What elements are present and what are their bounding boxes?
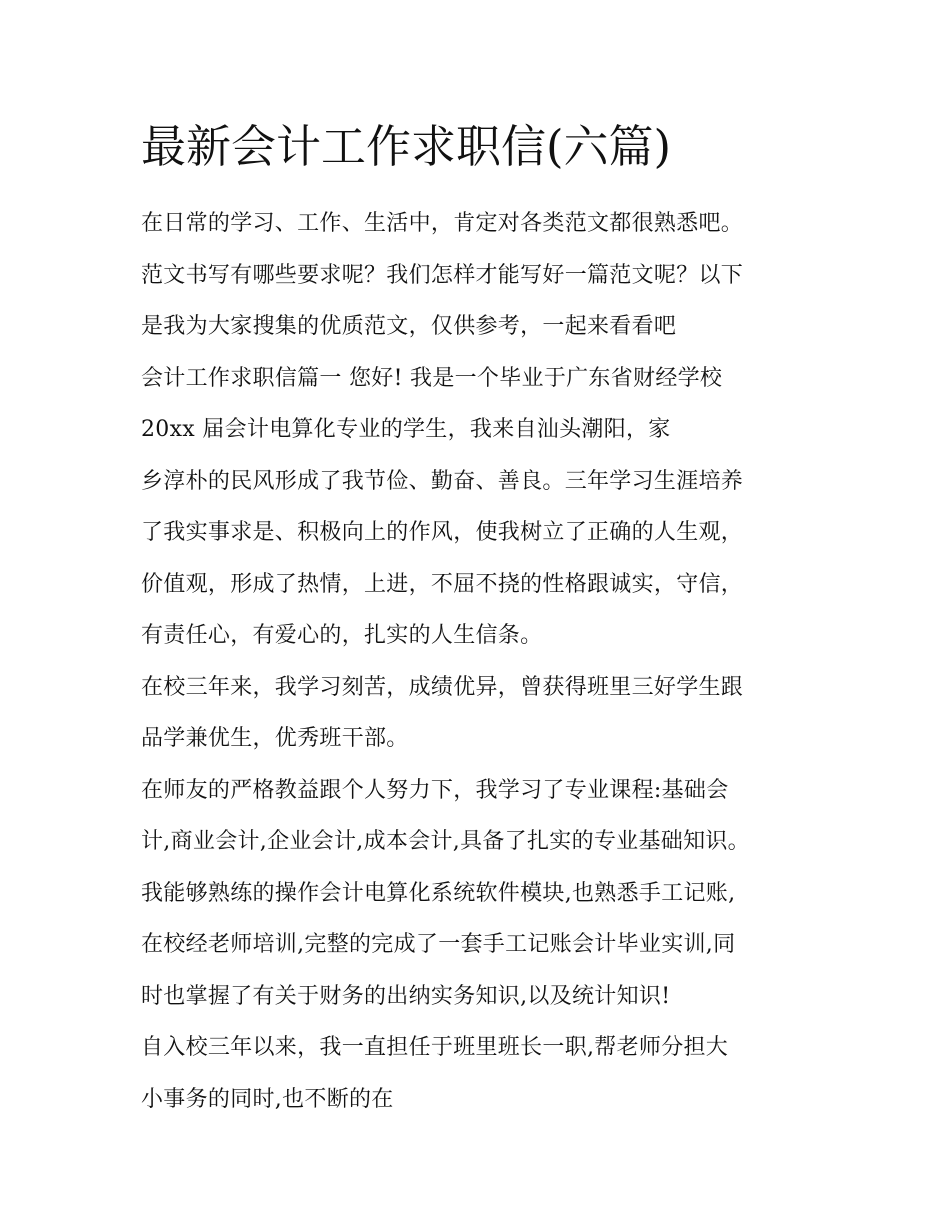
body-line: 是我为大家搜集的优质范文，仅供参考，一起来看看吧	[141, 314, 677, 339]
body-line: 有责任心，有爱心的，扎实的人生信条。	[141, 623, 543, 648]
body-line: 时也掌握了有关于财务的出纳实务知识,以及统计知识!	[141, 983, 671, 1009]
body-line: 我能够熟练的操作会计电算化系统软件模块,也熟悉手工记账,	[141, 880, 736, 906]
document-title: 最新会计工作求职信(六篇)	[141, 120, 672, 173]
body-line: 在师友的严格教益跟个人努力下，我学习了专业课程:基础会	[141, 777, 729, 803]
body-line: 20xx 届会计电算化专业的学生，我来自汕头潮阳，家	[141, 417, 671, 442]
body-line: 在校三年来，我学习刻苦，成绩优异，曾获得班里三好学生跟	[141, 674, 744, 700]
body-line: 在日常的学习、工作、生活中，肯定对各类范文都很熟悉吧。	[141, 211, 744, 236]
body-line: 自入校三年以来，我一直担任于班里班长一职,帮老师分担大	[141, 1035, 729, 1060]
document-page	[141, 112, 821, 1125]
body-line: 会计工作求职信篇一 您好! 我是一个毕业于广东省财经学校	[141, 365, 723, 391]
document-body	[141, 198, 821, 1125]
body-line: 价值观，形成了热情，上进，不屈不挠的性格跟诚实，守信，	[141, 571, 744, 597]
body-line: 小事务的同时,也不断的在	[141, 1086, 394, 1112]
body-line: 在校经老师培训,完整的完成了一套手工记账会计毕业实训,同	[141, 932, 736, 957]
body-line: 范文书写有哪些要求呢？我们怎样才能写好一篇范文呢？以下	[141, 262, 744, 288]
body-line: 品学兼优生，优秀班干部。	[141, 726, 409, 751]
body-line: 计,商业会计,企业会计,成本会计,具备了扎实的专业基础知识。	[141, 829, 750, 854]
body-line: 乡淳朴的民风形成了我节俭、勤奋、善良。三年学习生涯培养	[141, 468, 744, 494]
body-line: 了我实事求是、积极向上的作风，使我树立了正确的人生观，	[141, 520, 744, 545]
